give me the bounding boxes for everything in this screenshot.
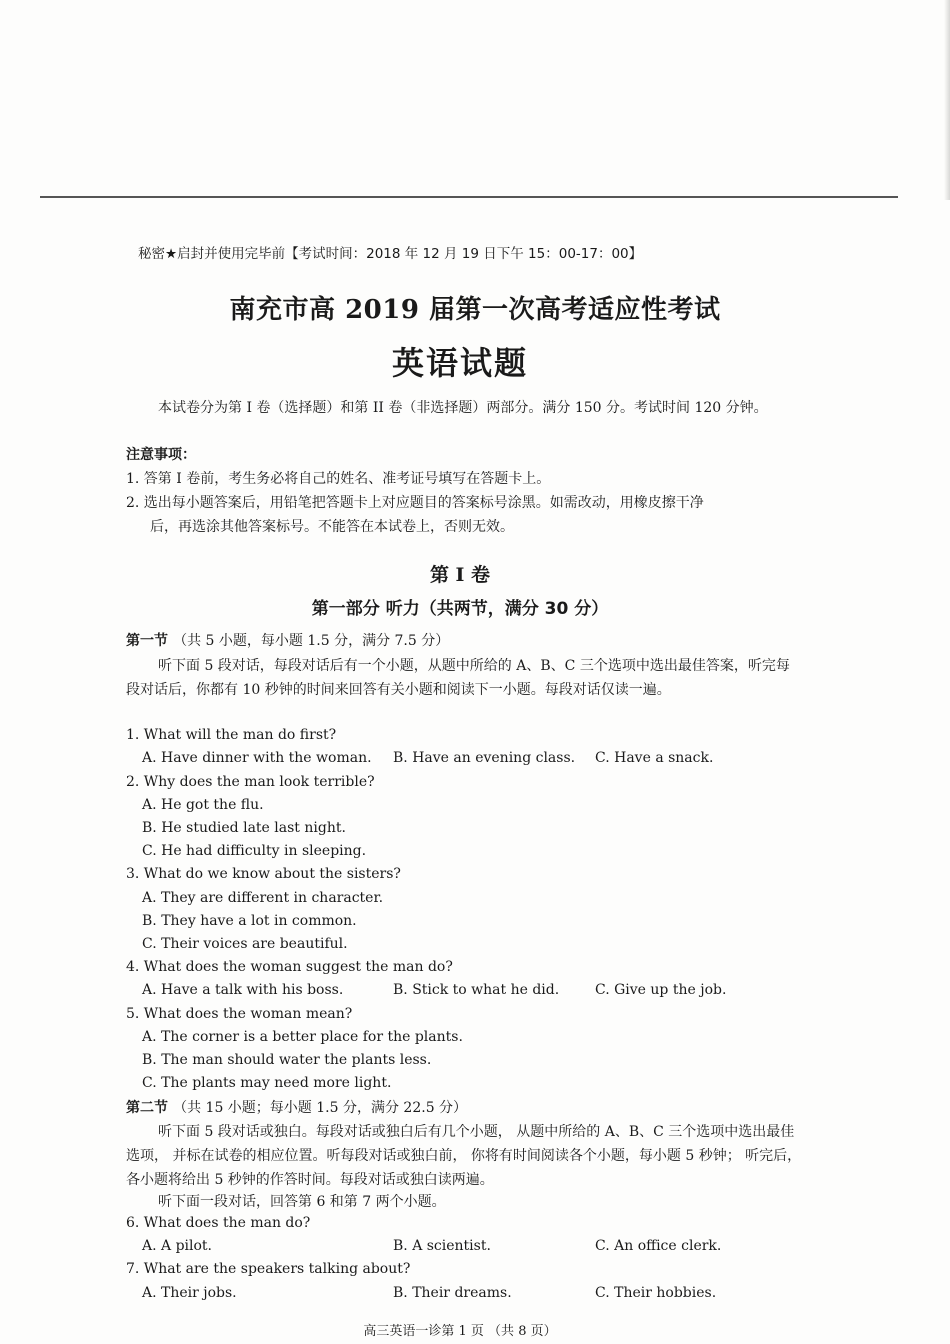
scan-edge	[944, 0, 950, 200]
section2-info: （共 15 小题；每小题 1.5 分，满分 22.5 分）	[173, 1100, 468, 1116]
subject-title: 英语试题	[391, 344, 528, 382]
exam-title: 南充市高 2019 届第一次高考适应性考试	[229, 295, 721, 325]
question-2: 2. Why does the man look terrible?	[126, 774, 375, 790]
q4-option-a: A. Have a talk with his boss.	[142, 982, 344, 998]
note-item-2-cont: 后，再选涂其他答案标号。不能答在本试卷上，否则无效。	[150, 519, 514, 535]
confidential-notice: 秘密★启封并使用完毕前【考试时间：2018 年 12 月 19 日下午 15：00-17：00】	[138, 246, 643, 262]
q1-option-a: A. Have dinner with the woman.	[142, 750, 372, 766]
q4-option-b: B. Stick to what he did.	[393, 982, 560, 998]
section2-instructions: 听下面 5 段对话或独白。每段对话或独白后有几个小题， 从题中所给的 A、B、C 三个选项中选出最佳选项， 并标在试卷的相应位置。听每段对话或独白前， 你将有时间阅读各个小题，每小题 5 秒钟； 听完后， 各小题将给出 5 秒钟的作答时间。每段对话或独白读两遍。	[126, 1124, 802, 1188]
question-1: 1. What will the man do first?	[126, 727, 337, 743]
note-item-1: 1. 答第 I 卷前，考生务必将自己的姓名、准考证号填写在答题卡上。	[126, 471, 551, 487]
section1-info: （共 5 小题，每小题 1.5 分，满分 7.5 分）	[173, 633, 450, 649]
q4-option-c: C. Give up the job.	[595, 982, 727, 998]
section2-label: 第二节	[126, 1100, 168, 1116]
section1-header	[126, 630, 449, 650]
q2-option-b: B. He studied late last night.	[142, 820, 346, 836]
question-7: 7. What are the speakers talking about?	[126, 1261, 411, 1277]
q6-option-a: A. A pilot.	[142, 1238, 212, 1254]
section1-instructions: 听下面 5 段对话，每段对话后有一个小题，从题中所给的 A、B、C 三个选项中选出最佳答案，听完每段对话后，你都有 10 秒钟的时间来回答有关小题和阅读下一小题。每段对话仅读一遍。	[126, 658, 790, 698]
notes-heading: 注意事项：	[126, 447, 196, 463]
q5-option-a: A. The corner is a better place for the plants.	[142, 1029, 463, 1045]
q3-option-c: C. Their voices are beautiful.	[142, 936, 348, 952]
question-3: 3. What do we know about the sisters?	[126, 866, 401, 882]
note-item-2: 2. 选出每小题答案后，用铅笔把答题卡上对应题目的答案标号涂黑。如需改动，用橡皮擦干净	[126, 495, 704, 511]
question-6: 6. What does the man do?	[126, 1215, 311, 1231]
q2-option-a: A. He got the flu.	[142, 797, 264, 813]
q7-option-a: A. Their jobs.	[142, 1285, 237, 1301]
q7-option-b: B. Their dreams.	[393, 1285, 512, 1301]
question-4: 4. What does the woman suggest the man do?	[126, 959, 453, 975]
intro-text: 本试卷分为第 I 卷（选择题）和第 II 卷（非选择题）两部分。满分 150 分。考试时间 120 分钟。	[158, 400, 768, 416]
question-5: 5. What does the woman mean?	[126, 1006, 353, 1022]
q3-option-a: A. They are different in character.	[142, 890, 384, 906]
q1-option-b: B. Have an evening class.	[393, 750, 576, 766]
page-footer: 高三英语一诊第 1 页 （共 8 页）	[363, 1324, 557, 1339]
top-rule	[40, 196, 898, 198]
q5-option-c: C. The plants may need more light.	[142, 1075, 392, 1091]
section1-label: 第一节	[126, 633, 168, 649]
q1-option-c: C. Have a snack.	[595, 750, 714, 766]
q6-option-b: B. A scientist.	[393, 1238, 491, 1254]
volume-heading: 第 I 卷	[429, 564, 491, 586]
section2-header	[126, 1097, 467, 1117]
section2-sub-instruction: 听下面一段对话，回答第 6 和第 7 两个小题。	[158, 1194, 446, 1210]
q2-option-c: C. He had difficulty in sleeping.	[142, 843, 367, 859]
part1-heading: 第一部分 听力（共两节，满分 30 分）	[311, 599, 609, 619]
q3-option-b: B. They have a lot in common.	[142, 913, 357, 929]
q7-option-c: C. Their hobbies.	[595, 1285, 717, 1301]
q5-option-b: B. The man should water the plants less.	[142, 1052, 432, 1068]
q6-option-c: C. An office clerk.	[595, 1238, 722, 1254]
